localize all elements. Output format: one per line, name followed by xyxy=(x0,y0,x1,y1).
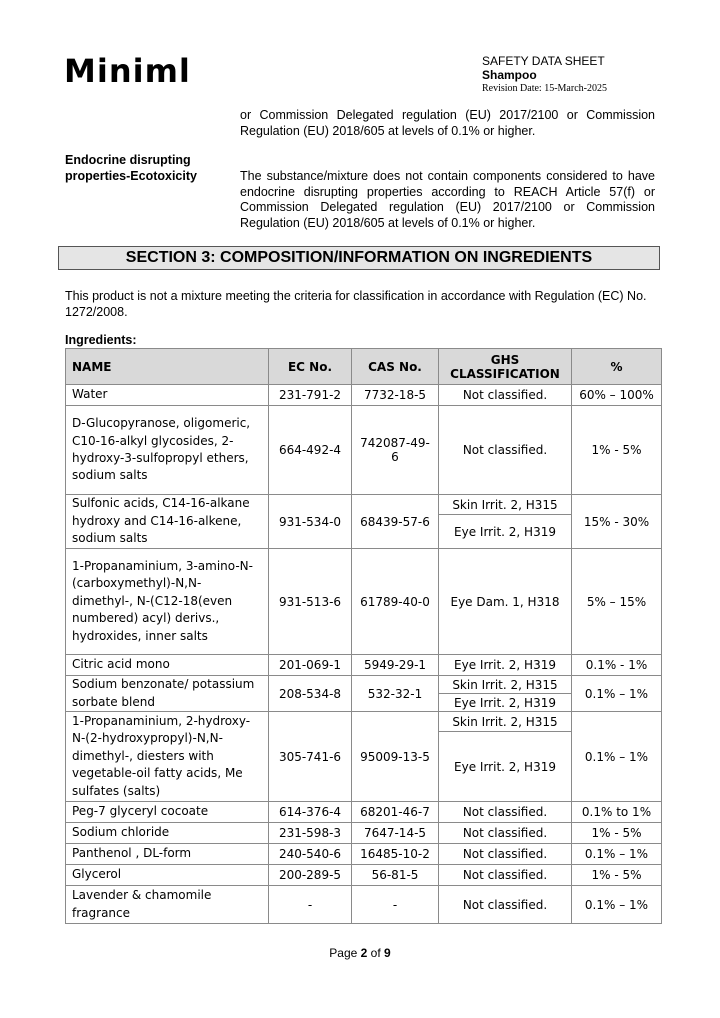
ingredient-name: Panthenol , DL-form xyxy=(66,844,269,865)
percentage: 0.1% – 1% xyxy=(572,712,662,802)
ec-number: 614-376-4 xyxy=(269,802,352,823)
page-word: Page xyxy=(329,946,358,960)
ghs-classification: Skin Irrit. 2, H315 xyxy=(439,676,572,694)
endocrine-label: Endocrine disrupting properties-Ecotoxicity xyxy=(65,153,197,183)
ingredient-name: Citric acid mono xyxy=(66,655,269,676)
document-title: SAFETY DATA SHEET xyxy=(482,54,605,68)
document-header xyxy=(482,54,607,96)
ingredient-name: 1-Propanaminium, 2-hydroxy-N-(2-hydroxypropyl)-N,N-dimethyl-, diesters with vegetable-oil fatty acids, Me sulfates (salts) xyxy=(66,712,269,802)
ghs-classification: Not classified. xyxy=(439,385,572,406)
page-footer xyxy=(0,946,720,960)
percentage: 1% - 5% xyxy=(572,406,662,495)
ec-number: 201-069-1 xyxy=(269,655,352,676)
ghs-classification: Skin Irrit. 2, H315 xyxy=(439,495,572,515)
page-total: 9 xyxy=(384,946,391,960)
revision-date: Revision Date: 15-March-2025 xyxy=(482,83,607,94)
ec-number: - xyxy=(269,886,352,924)
percentage: 1% - 5% xyxy=(572,823,662,844)
ingredient-name: D-Glucopyranose, oligomeric, C10-16-alkyl glycosides, 2-hydroxy-3-sulfopropyl ethers, sodium salts xyxy=(66,406,269,495)
ingredient-name: Lavender & chamomile fragrance xyxy=(66,886,269,924)
percentage: 15% - 30% xyxy=(572,495,662,549)
page-number: 2 xyxy=(360,946,368,960)
cas-number: 95009-13-5 xyxy=(352,712,439,802)
ingredient-name: Sodium benzonate/ potassium sorbate blend xyxy=(66,676,269,712)
header-ec: EC No. xyxy=(269,349,352,385)
ghs-classification: Not classified. xyxy=(439,406,572,495)
cas-number: 61789-40-0 xyxy=(352,549,439,655)
ingredient-name: Water xyxy=(66,385,269,406)
ec-number: 231-791-2 xyxy=(269,385,352,406)
ec-number: 200-289-5 xyxy=(269,865,352,886)
cas-number: 56-81-5 xyxy=(352,865,439,886)
table-row xyxy=(66,495,662,515)
percentage: 0.1% – 1% xyxy=(572,676,662,712)
percentage: 0.1% – 1% xyxy=(572,886,662,924)
table-row xyxy=(66,886,662,924)
previous-section-continuation: or Commission Delegated regulation (EU) 2017/2100 or Commission Regulation (EU) 2018/605 at levels of 0.1% or higher. xyxy=(240,108,655,138)
ingredients-table xyxy=(65,348,662,924)
endocrine-text: The substance/mixture does not contain components considered to have endocrine disrupting properties according to REACH Article 57(f) or Commission Delegated regulation (EU) 2017/2100 or Commission Regulation (EU) 2018/605 at levels of 0.1% or higher. xyxy=(240,169,655,230)
ec-number: 240-540-6 xyxy=(269,844,352,865)
ec-number: 231-598-3 xyxy=(269,823,352,844)
ingredient-name: 1-Propanaminium, 3-amino-N-(carboxymethyl)-N,N-dimethyl-, N-(C12-18(even numbered) acyl) derivs., hydroxides, inner salts xyxy=(66,549,269,655)
cas-number: - xyxy=(352,886,439,924)
ingredient-name: Glycerol xyxy=(66,865,269,886)
company-logo: Miniml xyxy=(64,52,191,90)
ec-number: 931-534-0 xyxy=(269,495,352,549)
ghs-classification: Not classified. xyxy=(439,886,572,924)
ghs-classification: Eye Irrit. 2, H319 xyxy=(439,515,572,549)
ghs-classification: Not classified. xyxy=(439,865,572,886)
cas-number: 16485-10-2 xyxy=(352,844,439,865)
cas-number: 532-32-1 xyxy=(352,676,439,712)
table-row xyxy=(66,385,662,406)
percentage: 5% – 15% xyxy=(572,549,662,655)
cas-number: 7732-18-5 xyxy=(352,385,439,406)
ghs-classification: Eye Irrit. 2, H319 xyxy=(439,694,572,712)
ec-number: 305-741-6 xyxy=(269,712,352,802)
percentage: 0.1% – 1% xyxy=(572,844,662,865)
table-row xyxy=(66,802,662,823)
ghs-classification: Skin Irrit. 2, H315 xyxy=(439,712,572,732)
table-row xyxy=(66,712,662,732)
header-name: NAME xyxy=(66,349,269,385)
ghs-classification: Eye Irrit. 2, H319 xyxy=(439,655,572,676)
ec-number: 931-513-6 xyxy=(269,549,352,655)
table-header-row xyxy=(66,349,662,385)
ingredient-name: Sodium chloride xyxy=(66,823,269,844)
section-3-title: SECTION 3: COMPOSITION/INFORMATION ON INGREDIENTS xyxy=(58,246,660,270)
ghs-classification: Not classified. xyxy=(439,802,572,823)
table-row xyxy=(66,549,662,655)
classification-statement: This product is not a mixture meeting the criteria for classification in accordance with Regulation (EC) No. 1272/2008. xyxy=(65,289,647,319)
table-row xyxy=(66,844,662,865)
header-percent: % xyxy=(572,349,662,385)
percentage: 60% – 100% xyxy=(572,385,662,406)
ec-number: 208-534-8 xyxy=(269,676,352,712)
table-row xyxy=(66,823,662,844)
table-row xyxy=(66,655,662,676)
ingredient-name: Sulfonic acids, C14-16-alkane hydroxy and C14-16-alkene, sodium salts xyxy=(66,495,269,549)
cas-number: 68201-46-7 xyxy=(352,802,439,823)
ghs-classification: Eye Dam. 1, H318 xyxy=(439,549,572,655)
ec-number: 664-492-4 xyxy=(269,406,352,495)
ingredient-name: Peg-7 glyceryl cocoate xyxy=(66,802,269,823)
ingredients-label: Ingredients: xyxy=(65,333,137,347)
ghs-classification: Eye Irrit. 2, H319 xyxy=(439,732,572,802)
percentage: 1% - 5% xyxy=(572,865,662,886)
cas-number: 68439-57-6 xyxy=(352,495,439,549)
percentage: 0.1% to 1% xyxy=(572,802,662,823)
cas-number: 5949-29-1 xyxy=(352,655,439,676)
of-word: of xyxy=(370,946,381,960)
cas-number: 742087-49-6 xyxy=(352,406,439,495)
table-row xyxy=(66,865,662,886)
percentage: 0.1% - 1% xyxy=(572,655,662,676)
header-cas: CAS No. xyxy=(352,349,439,385)
table-row xyxy=(66,676,662,694)
cas-number: 7647-14-5 xyxy=(352,823,439,844)
ghs-classification: Not classified. xyxy=(439,823,572,844)
product-name: Shampoo xyxy=(482,68,537,82)
table-row xyxy=(66,406,662,495)
ghs-classification: Not classified. xyxy=(439,844,572,865)
header-ghs: GHS CLASSIFICATION xyxy=(439,349,572,385)
